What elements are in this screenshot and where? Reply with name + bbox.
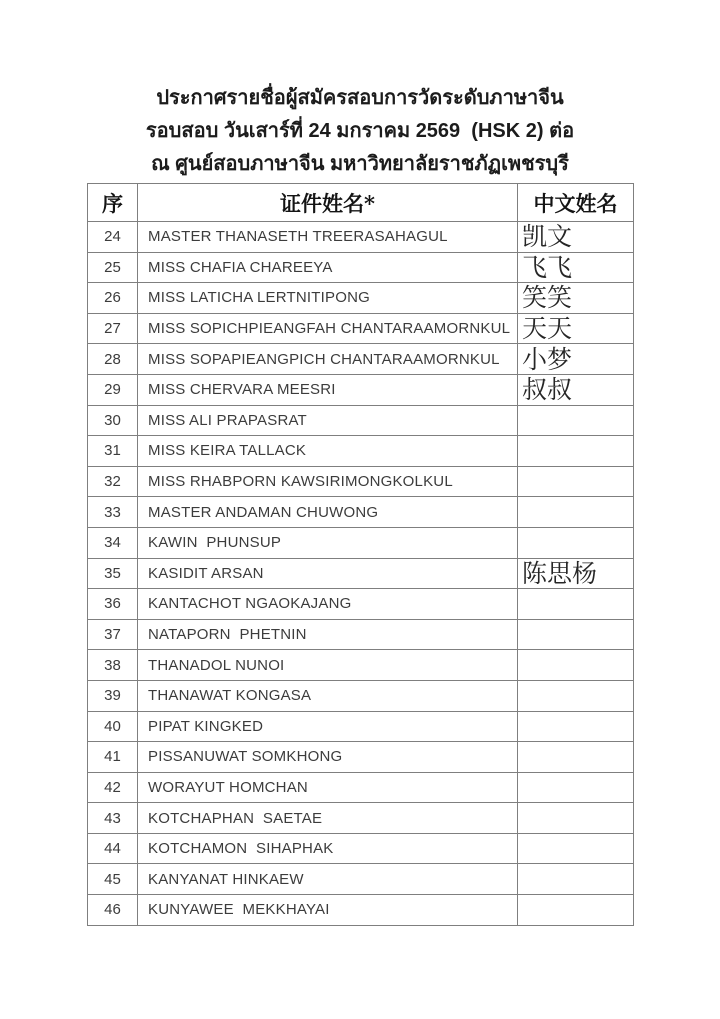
row-number-cell: 26 <box>88 283 138 314</box>
table-row <box>88 895 634 926</box>
chinese-name-cell <box>518 589 634 620</box>
chinese-name-cell <box>518 466 634 497</box>
row-number-cell: 42 <box>88 772 138 803</box>
document-name-cell: NATAPORN PHETNIN <box>138 619 518 650</box>
row-number-cell: 31 <box>88 436 138 467</box>
document-name-cell: KAWIN PHUNSUP <box>138 527 518 558</box>
table-row <box>88 619 634 650</box>
chinese-name-cell <box>518 680 634 711</box>
chinese-name-cell: 叔叔 <box>518 374 634 405</box>
document-name-cell: MISS CHAFIA CHAREEYA <box>138 252 518 283</box>
candidate-table <box>87 183 634 926</box>
table-row <box>88 497 634 528</box>
row-number-cell: 29 <box>88 374 138 405</box>
document-title-line-1: ประกาศรายชื่อผู้สมัครสอบการวัดระดับภาษาจีน <box>156 87 564 109</box>
table-row <box>88 650 634 681</box>
table-row <box>88 436 634 467</box>
table-row <box>88 864 634 895</box>
row-number-cell: 34 <box>88 527 138 558</box>
row-number-cell: 43 <box>88 803 138 834</box>
table-row <box>88 680 634 711</box>
row-number-cell: 45 <box>88 864 138 895</box>
document-name-cell: KUNYAWEE MEKKHAYAI <box>138 895 518 926</box>
document-name-cell: KANYANAT HINKAEW <box>138 864 518 895</box>
table-row <box>88 711 634 742</box>
chinese-name-cell <box>518 895 634 926</box>
table-header-row <box>88 184 634 222</box>
chinese-name-cell: 小梦 <box>518 344 634 375</box>
row-number-cell: 30 <box>88 405 138 436</box>
document-name-cell: MISS KEIRA TALLACK <box>138 436 518 467</box>
chinese-name-cell: 凯文 <box>518 222 634 253</box>
chinese-name-cell: 陈思杨 <box>518 558 634 589</box>
document-name-cell: MISS ALI PRAPASRAT <box>138 405 518 436</box>
header-cell-chinese-name: 中文姓名 <box>518 184 634 222</box>
table-row <box>88 803 634 834</box>
row-number-cell: 38 <box>88 650 138 681</box>
chinese-name-cell <box>518 864 634 895</box>
table-row <box>88 344 634 375</box>
row-number-cell: 37 <box>88 619 138 650</box>
header-cell-document-name: 证件姓名* <box>138 184 518 222</box>
document-name-cell: MASTER ANDAMAN CHUWONG <box>138 497 518 528</box>
document-name-cell: MISS LATICHA LERTNITIPONG <box>138 283 518 314</box>
row-number-cell: 41 <box>88 742 138 773</box>
document-title-block <box>0 0 720 181</box>
chinese-name-cell <box>518 772 634 803</box>
document-name-cell: WORAYUT HOMCHAN <box>138 772 518 803</box>
table-row <box>88 405 634 436</box>
table-row <box>88 772 634 803</box>
row-number-cell: 35 <box>88 558 138 589</box>
chinese-name-cell <box>518 650 634 681</box>
chinese-name-cell <box>518 619 634 650</box>
chinese-name-cell <box>518 497 634 528</box>
chinese-name-cell <box>518 405 634 436</box>
document-name-cell: MASTER THANASETH TREERASAHAGUL <box>138 222 518 253</box>
document-name-cell: MISS SOPAPIEANGPICH CHANTARAAMORNKUL <box>138 344 518 375</box>
row-number-cell: 27 <box>88 313 138 344</box>
table-row <box>88 589 634 620</box>
document-name-cell: PIPAT KINGKED <box>138 711 518 742</box>
table-row <box>88 222 634 253</box>
table-row <box>88 252 634 283</box>
table-row <box>88 742 634 773</box>
header-cell-number: 序 <box>88 184 138 222</box>
document-name-cell: KOTCHAPHAN SAETAE <box>138 803 518 834</box>
document-name-cell: KASIDIT ARSAN <box>138 558 518 589</box>
chinese-name-cell <box>518 711 634 742</box>
document-name-cell: THANADOL NUNOI <box>138 650 518 681</box>
document-name-cell: THANAWAT KONGASA <box>138 680 518 711</box>
row-number-cell: 40 <box>88 711 138 742</box>
row-number-cell: 33 <box>88 497 138 528</box>
document-name-cell: MISS SOPICHPIEANGFAH CHANTARAAMORNKUL <box>138 313 518 344</box>
row-number-cell: 32 <box>88 466 138 497</box>
document-name-cell: PISSANUWAT SOMKHONG <box>138 742 518 773</box>
document-title-line-2: รอบสอบ วันเสาร์ที่ 24 มกราคม 2569 (HSK 2) ต่อ <box>145 120 575 142</box>
row-number-cell: 24 <box>88 222 138 253</box>
row-number-cell: 28 <box>88 344 138 375</box>
row-number-cell: 46 <box>88 895 138 926</box>
chinese-name-cell: 天天 <box>518 313 634 344</box>
chinese-name-cell <box>518 833 634 864</box>
document-title-line-3: ณ ศูนย์สอบภาษาจีน มหาวิทยาลัยราชภัฏเพชรบุรี <box>151 153 569 175</box>
table-row <box>88 283 634 314</box>
chinese-name-cell <box>518 803 634 834</box>
document-name-cell: KOTCHAMON SIHAPHAK <box>138 833 518 864</box>
table-row <box>88 374 634 405</box>
table-row <box>88 558 634 589</box>
chinese-name-cell <box>518 742 634 773</box>
row-number-cell: 39 <box>88 680 138 711</box>
table-row <box>88 527 634 558</box>
table-row <box>88 833 634 864</box>
document-name-cell: KANTACHOT NGAOKAJANG <box>138 589 518 620</box>
table-row <box>88 466 634 497</box>
table-row <box>88 313 634 344</box>
document-name-cell: MISS CHERVARA MEESRI <box>138 374 518 405</box>
chinese-name-cell <box>518 527 634 558</box>
candidate-table-header <box>88 184 634 222</box>
chinese-name-cell <box>518 436 634 467</box>
candidate-table-body <box>88 222 634 926</box>
chinese-name-cell: 笑笑 <box>518 283 634 314</box>
row-number-cell: 44 <box>88 833 138 864</box>
row-number-cell: 36 <box>88 589 138 620</box>
chinese-name-cell: 飞飞 <box>518 252 634 283</box>
row-number-cell: 25 <box>88 252 138 283</box>
document-name-cell: MISS RHABPORN KAWSIRIMONGKOLKUL <box>138 466 518 497</box>
